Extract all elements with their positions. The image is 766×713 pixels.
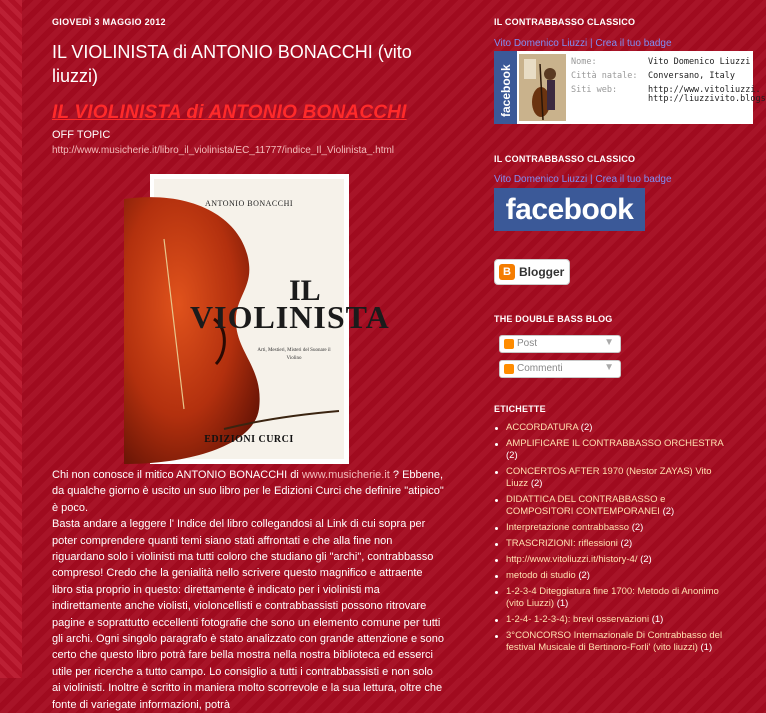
label-item[interactable]: 1-2-3-4 Diteggiatura fine 1700: Metodo di Anonimo (vito Liuzzi) (1) — [494, 586, 734, 610]
book-title-il: IL — [289, 274, 321, 307]
paragraph-1: Chi non conosce il mitico ANTONIO BONACCHI di www.musicherie.it ? Ebbene, da qualche giorno è uscito un suo libro per le Edizioni Curci che definire "atipico" è poco. — [52, 469, 444, 514]
off-topic-label: OFF TOPIC — [52, 129, 111, 141]
rss-icon — [504, 364, 514, 374]
fb-value-city: Conversano, Italy — [648, 71, 735, 81]
post-date: GIOVEDÌ 3 MAGGIO 2012 — [52, 17, 166, 27]
facebook-button[interactable]: facebook — [494, 188, 645, 231]
label-item[interactable]: DIDATTICA DEL CONTRABBASSO e COMPOSITORI CONTEMPORANEI (2) — [494, 494, 734, 518]
post-title[interactable]: IL VIOLINISTA di ANTONIO BONACCHI (vito liuzzi) — [52, 42, 412, 86]
book-cover — [154, 179, 390, 459]
label-item[interactable]: 3°CONCORSO Internazionale Di Contrabbasso del festival Musicale di Bertinoro-Forli' (vito liuzzi) (1) — [494, 630, 734, 654]
badge-link-1[interactable]: Vito Domenico Liuzzi | Crea il tuo badge — [494, 38, 672, 49]
chevron-down-icon: ▼ — [604, 337, 614, 348]
fb-label-city: Città natale: — [571, 71, 638, 81]
paragraph-2: Basta andare a leggere l' Indice del libro collegandosi al Link di cui sopra per poter comprendere quanti temi siano stati affrontati e che alla fine non riguardano solo i violinisti ma tutti coloro che studiano gli "archi", contrabbasso compreso! Credo che la genialità nello scrivere questo magnifico e attraente libro stia proprio in questo: direttamente è indicato per i violinisti ma indirettamente anche violisti, violoncellisti e contrabbassisti possono ritrovare pagine e soprattutto eccellenti fotografie che sono un elemento comune per tutti gli archi. Ogni singolo paragrafo è stato analizzato con grande attenzione e sono certo che questo libro potrà fare bella mostra nella nostra biblioteca ed esserci utile per ricerche a tutto campo. Lo consiglio a tutti i contrabbassisti e non solo ai violinisti. Inoltre è scritto in maniera molto scorrevole e la sua lettura, oltre che fonte di variegate informazioni, potrà — [52, 518, 444, 711]
widget-title-contrabbasso-2: IL CONTRABBASSO CLASSICO — [494, 154, 636, 164]
feed-comments-dropdown[interactable] — [499, 360, 621, 378]
book-author: ANTONIO BONACCHI — [204, 199, 294, 208]
musicherie-link[interactable]: www.musicherie.it — [301, 469, 390, 481]
feed-comments-label: Commenti — [517, 363, 563, 374]
book-cover-image[interactable] — [150, 174, 390, 464]
book-tagline: Arti, Mestieri, Misteri del Suonare il Violino — [257, 348, 331, 361]
label-item[interactable]: Interpretazione contrabbasso (2) — [494, 522, 734, 534]
label-item[interactable]: TRASCRIZIONI: riflessioni (2) — [494, 538, 734, 550]
label-item[interactable]: AMPLIFICARE IL CONTRABBASSO ORCHESTRA (2) — [494, 438, 734, 462]
widget-title-contrabbasso-1: IL CONTRABBASSO CLASSICO — [494, 17, 636, 27]
fb-value-name: Vito Domenico Liuzzi — [648, 57, 751, 67]
label-item[interactable]: http://www.vitoliuzzi.it/history-4/ (2) — [494, 554, 734, 566]
facebook-vertical-logo: facebook — [494, 51, 517, 124]
book-publisher: EDIZIONI CURCI — [204, 434, 294, 445]
widget-title-labels: ETICHETTE — [494, 404, 546, 414]
chevron-down-icon: ▼ — [604, 362, 614, 373]
left-decorative-strip — [0, 0, 22, 678]
post-subtitle-link[interactable]: IL VIOLINISTA di ANTONIO BONACCHI — [52, 102, 407, 123]
widget-title-blog: THE DOUBLE BASS BLOG — [494, 314, 613, 324]
post-body — [52, 467, 444, 713]
label-item[interactable]: 1-2-4- 1-2-3-4): brevi osservazioni (1) — [494, 614, 734, 626]
labels-list — [494, 422, 734, 658]
rss-icon — [504, 339, 514, 349]
profile-photo — [519, 54, 566, 121]
label-item[interactable]: metodo di studio (2) — [494, 570, 734, 582]
feed-posts-label: Post — [517, 338, 538, 349]
fb-label-sites: Siti web: — [571, 85, 618, 95]
feed-posts-dropdown[interactable] — [499, 335, 621, 353]
book-title-main: VIOLINISTA — [190, 299, 390, 335]
fb-value-site2[interactable]: http://liuzzivito.blogs — [648, 94, 766, 104]
blogger-icon: B — [499, 264, 515, 280]
badge-link-2[interactable]: Vito Domenico Liuzzi | Crea il tuo badge — [494, 174, 672, 185]
facebook-profile-badge[interactable] — [494, 51, 766, 124]
label-item[interactable]: CONCERTOS AFTER 1970 (Nestor ZAYAS) Vito Liuzz (2) — [494, 466, 734, 490]
label-item[interactable]: ACCORDATURA (2) — [494, 422, 734, 434]
fb-label-name: Nome: — [571, 57, 597, 67]
blogger-label: Blogger — [519, 265, 565, 279]
book-index-link[interactable]: http://www.musicherie.it/libro_il_violinista/EC_11777/indice_Il_Violinista_.html — [52, 145, 395, 156]
fb-value-site1[interactable]: http://www.vitoliuzzi. — [648, 85, 761, 95]
blogger-button[interactable] — [494, 259, 570, 285]
